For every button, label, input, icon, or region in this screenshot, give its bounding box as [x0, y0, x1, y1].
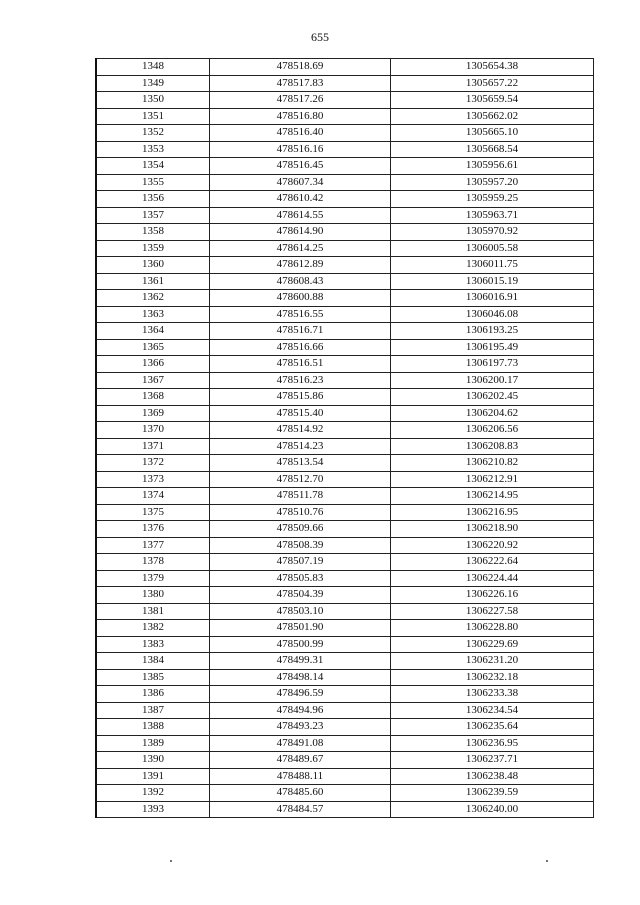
x-coordinate-cell: 478612.89 [210, 257, 391, 274]
x-coordinate-cell: 478494.96 [210, 702, 391, 719]
x-coordinate-cell: 478505.83 [210, 570, 391, 587]
table-row [96, 389, 594, 406]
table-row [96, 620, 594, 637]
x-coordinate-cell: 478516.80 [210, 108, 391, 125]
y-coordinate-cell: 1305665.10 [391, 125, 594, 142]
y-coordinate-cell: 1306216.95 [391, 504, 594, 521]
x-coordinate-cell: 478614.25 [210, 240, 391, 257]
point-number-cell: 1393 [96, 801, 210, 818]
table-row [96, 125, 594, 142]
point-number-cell: 1364 [96, 323, 210, 340]
point-number-cell: 1358 [96, 224, 210, 241]
point-number-cell: 1354 [96, 158, 210, 175]
y-coordinate-cell: 1306200.17 [391, 372, 594, 389]
x-coordinate-cell: 478515.40 [210, 405, 391, 422]
y-coordinate-cell: 1305963.71 [391, 207, 594, 224]
y-coordinate-cell: 1306214.95 [391, 488, 594, 505]
table-row [96, 471, 594, 488]
table-row [96, 455, 594, 472]
x-coordinate-cell: 478513.54 [210, 455, 391, 472]
point-number-cell: 1374 [96, 488, 210, 505]
x-coordinate-cell: 478510.76 [210, 504, 391, 521]
y-coordinate-cell: 1305956.61 [391, 158, 594, 175]
point-number-cell: 1387 [96, 702, 210, 719]
x-coordinate-cell: 478484.57 [210, 801, 391, 818]
y-coordinate-cell: 1305659.54 [391, 92, 594, 109]
y-coordinate-cell: 1306212.91 [391, 471, 594, 488]
table-row [96, 141, 594, 158]
table-row [96, 224, 594, 241]
point-number-cell: 1389 [96, 735, 210, 752]
point-number-cell: 1390 [96, 752, 210, 769]
coordinate-table-body [96, 59, 594, 818]
y-coordinate-cell: 1306218.90 [391, 521, 594, 538]
x-coordinate-cell: 478516.66 [210, 339, 391, 356]
scan-speck [170, 860, 172, 862]
table-row [96, 669, 594, 686]
table-row [96, 702, 594, 719]
table-row [96, 240, 594, 257]
table-row [96, 719, 594, 736]
table-row [96, 785, 594, 802]
point-number-cell: 1388 [96, 719, 210, 736]
x-coordinate-cell: 478514.23 [210, 438, 391, 455]
y-coordinate-cell: 1306193.25 [391, 323, 594, 340]
y-coordinate-cell: 1306228.80 [391, 620, 594, 637]
table-row [96, 356, 594, 373]
point-number-cell: 1352 [96, 125, 210, 142]
x-coordinate-cell: 478600.88 [210, 290, 391, 307]
x-coordinate-cell: 478516.51 [210, 356, 391, 373]
y-coordinate-cell: 1306206.56 [391, 422, 594, 439]
table-row [96, 290, 594, 307]
page-number: 655 [311, 30, 329, 44]
x-coordinate-cell: 478607.34 [210, 174, 391, 191]
y-coordinate-cell: 1306204.62 [391, 405, 594, 422]
x-coordinate-cell: 478507.19 [210, 554, 391, 571]
point-number-cell: 1386 [96, 686, 210, 703]
x-coordinate-cell: 478489.67 [210, 752, 391, 769]
table-row [96, 306, 594, 323]
table-row [96, 686, 594, 703]
y-coordinate-cell: 1306005.58 [391, 240, 594, 257]
y-coordinate-cell: 1305654.38 [391, 59, 594, 76]
point-number-cell: 1369 [96, 405, 210, 422]
table-row [96, 174, 594, 191]
table-row [96, 636, 594, 653]
y-coordinate-cell: 1306234.54 [391, 702, 594, 719]
table-row [96, 273, 594, 290]
point-number-cell: 1360 [96, 257, 210, 274]
point-number-cell: 1375 [96, 504, 210, 521]
table-row [96, 504, 594, 521]
table-row [96, 108, 594, 125]
y-coordinate-cell: 1306240.00 [391, 801, 594, 818]
y-coordinate-cell: 1306235.64 [391, 719, 594, 736]
x-coordinate-cell: 478509.66 [210, 521, 391, 538]
y-coordinate-cell: 1306236.95 [391, 735, 594, 752]
x-coordinate-cell: 478508.39 [210, 537, 391, 554]
y-coordinate-cell: 1306239.59 [391, 785, 594, 802]
table-row [96, 92, 594, 109]
y-coordinate-cell: 1306220.92 [391, 537, 594, 554]
table-row [96, 537, 594, 554]
point-number-cell: 1382 [96, 620, 210, 637]
x-coordinate-cell: 478496.59 [210, 686, 391, 703]
table-row [96, 521, 594, 538]
x-coordinate-cell: 478514.92 [210, 422, 391, 439]
y-coordinate-cell: 1305957.20 [391, 174, 594, 191]
point-number-cell: 1356 [96, 191, 210, 208]
point-number-cell: 1361 [96, 273, 210, 290]
point-number-cell: 1384 [96, 653, 210, 670]
x-coordinate-cell: 478516.71 [210, 323, 391, 340]
y-coordinate-cell: 1305959.25 [391, 191, 594, 208]
point-number-cell: 1370 [96, 422, 210, 439]
table-row [96, 653, 594, 670]
x-coordinate-cell: 478610.42 [210, 191, 391, 208]
point-number-cell: 1371 [96, 438, 210, 455]
point-number-cell: 1350 [96, 92, 210, 109]
point-number-cell: 1379 [96, 570, 210, 587]
table-row [96, 405, 594, 422]
table-row [96, 257, 594, 274]
point-number-cell: 1376 [96, 521, 210, 538]
point-number-cell: 1383 [96, 636, 210, 653]
point-number-cell: 1365 [96, 339, 210, 356]
x-coordinate-cell: 478500.99 [210, 636, 391, 653]
y-coordinate-cell: 1306238.48 [391, 768, 594, 785]
y-coordinate-cell: 1306015.19 [391, 273, 594, 290]
x-coordinate-cell: 478517.83 [210, 75, 391, 92]
point-number-cell: 1351 [96, 108, 210, 125]
point-number-cell: 1348 [96, 59, 210, 76]
table-row [96, 735, 594, 752]
x-coordinate-cell: 478614.55 [210, 207, 391, 224]
table-row [96, 339, 594, 356]
point-number-cell: 1392 [96, 785, 210, 802]
table-row [96, 554, 594, 571]
x-coordinate-cell: 478499.31 [210, 653, 391, 670]
table-row [96, 768, 594, 785]
table-row [96, 207, 594, 224]
x-coordinate-cell: 478516.16 [210, 141, 391, 158]
table-row [96, 75, 594, 92]
point-number-cell: 1359 [96, 240, 210, 257]
point-number-cell: 1362 [96, 290, 210, 307]
table-row [96, 59, 594, 76]
table-row [96, 570, 594, 587]
x-coordinate-cell: 478516.45 [210, 158, 391, 175]
table-row [96, 801, 594, 818]
x-coordinate-cell: 478517.26 [210, 92, 391, 109]
table-row [96, 372, 594, 389]
y-coordinate-cell: 1305970.92 [391, 224, 594, 241]
y-coordinate-cell: 1306227.58 [391, 603, 594, 620]
point-number-cell: 1380 [96, 587, 210, 604]
point-number-cell: 1357 [96, 207, 210, 224]
point-number-cell: 1381 [96, 603, 210, 620]
table-row [96, 488, 594, 505]
coordinate-table [95, 58, 594, 818]
x-coordinate-cell: 478614.90 [210, 224, 391, 241]
y-coordinate-cell: 1306046.08 [391, 306, 594, 323]
y-coordinate-cell: 1306229.69 [391, 636, 594, 653]
table-row [96, 587, 594, 604]
point-number-cell: 1349 [96, 75, 210, 92]
x-coordinate-cell: 478516.55 [210, 306, 391, 323]
point-number-cell: 1355 [96, 174, 210, 191]
x-coordinate-cell: 478493.23 [210, 719, 391, 736]
point-number-cell: 1367 [96, 372, 210, 389]
x-coordinate-cell: 478501.90 [210, 620, 391, 637]
x-coordinate-cell: 478488.11 [210, 768, 391, 785]
x-coordinate-cell: 478515.86 [210, 389, 391, 406]
point-number-cell: 1368 [96, 389, 210, 406]
y-coordinate-cell: 1306016.91 [391, 290, 594, 307]
y-coordinate-cell: 1306195.49 [391, 339, 594, 356]
point-number-cell: 1366 [96, 356, 210, 373]
y-coordinate-cell: 1306231.20 [391, 653, 594, 670]
y-coordinate-cell: 1306208.83 [391, 438, 594, 455]
y-coordinate-cell: 1305662.02 [391, 108, 594, 125]
point-number-cell: 1391 [96, 768, 210, 785]
y-coordinate-cell: 1306237.71 [391, 752, 594, 769]
y-coordinate-cell: 1306226.16 [391, 587, 594, 604]
scan-speck [546, 860, 548, 862]
x-coordinate-cell: 478504.39 [210, 587, 391, 604]
y-coordinate-cell: 1305657.22 [391, 75, 594, 92]
table-row [96, 438, 594, 455]
point-number-cell: 1385 [96, 669, 210, 686]
x-coordinate-cell: 478512.70 [210, 471, 391, 488]
point-number-cell: 1363 [96, 306, 210, 323]
y-coordinate-cell: 1306202.45 [391, 389, 594, 406]
y-coordinate-cell: 1306197.73 [391, 356, 594, 373]
table-row [96, 323, 594, 340]
x-coordinate-cell: 478491.08 [210, 735, 391, 752]
y-coordinate-cell: 1306232.18 [391, 669, 594, 686]
x-coordinate-cell: 478516.23 [210, 372, 391, 389]
table-row [96, 752, 594, 769]
x-coordinate-cell: 478608.43 [210, 273, 391, 290]
point-number-cell: 1353 [96, 141, 210, 158]
y-coordinate-cell: 1306210.82 [391, 455, 594, 472]
x-coordinate-cell: 478511.78 [210, 488, 391, 505]
point-number-cell: 1372 [96, 455, 210, 472]
y-coordinate-cell: 1306233.38 [391, 686, 594, 703]
table-row [96, 422, 594, 439]
y-coordinate-cell: 1306224.44 [391, 570, 594, 587]
x-coordinate-cell: 478498.14 [210, 669, 391, 686]
y-coordinate-cell: 1305668.54 [391, 141, 594, 158]
point-number-cell: 1378 [96, 554, 210, 571]
table-row [96, 603, 594, 620]
y-coordinate-cell: 1306011.75 [391, 257, 594, 274]
table-row [96, 158, 594, 175]
x-coordinate-cell: 478485.60 [210, 785, 391, 802]
point-number-cell: 1377 [96, 537, 210, 554]
x-coordinate-cell: 478503.10 [210, 603, 391, 620]
point-number-cell: 1373 [96, 471, 210, 488]
y-coordinate-cell: 1306222.64 [391, 554, 594, 571]
table-row [96, 191, 594, 208]
x-coordinate-cell: 478518.69 [210, 59, 391, 76]
x-coordinate-cell: 478516.40 [210, 125, 391, 142]
